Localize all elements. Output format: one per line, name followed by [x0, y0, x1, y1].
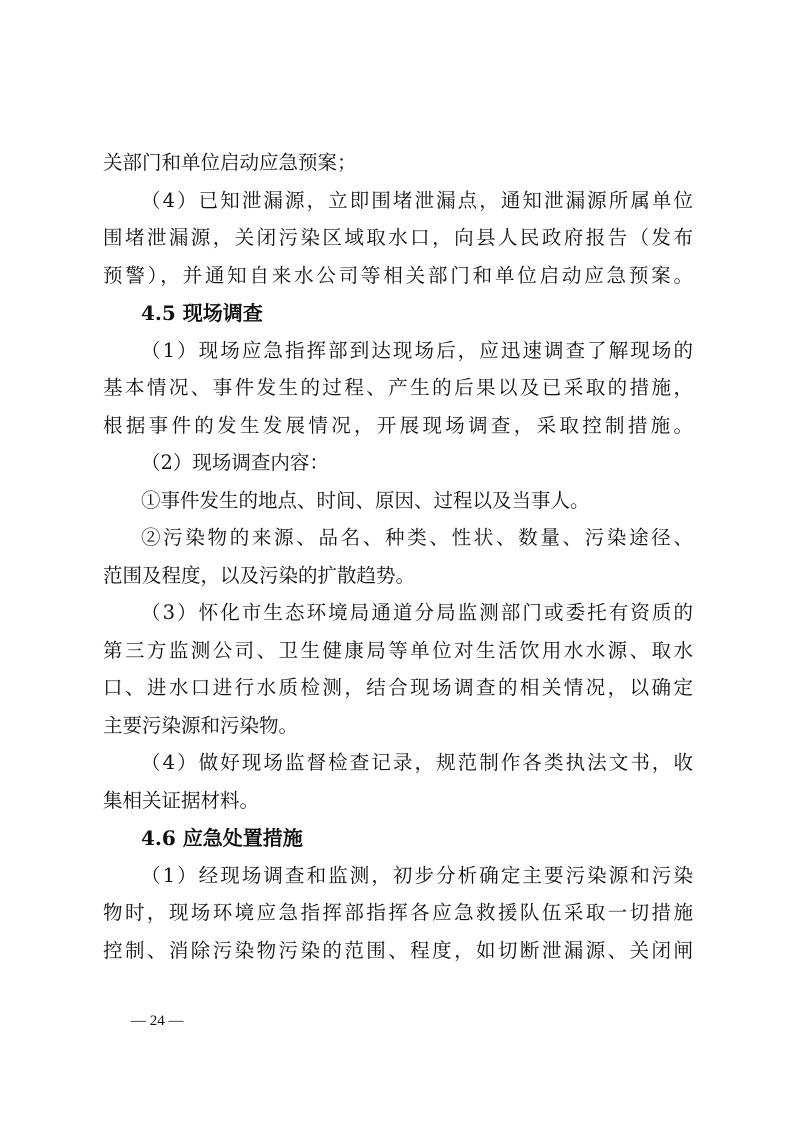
- text-line: 集相关证据材料。: [103, 789, 260, 812]
- text-line: ②污染物的来源、品名、种类、性状、数量、污染途径、: [141, 526, 693, 549]
- text-line: 口、进水口进行水质检测，结合现场调查的相关情况，以确定: [103, 676, 693, 699]
- section-heading: 4.5 现场调查: [141, 301, 263, 325]
- text-line: 预警），并通知自来水公司等相关部门和单位启动应急预案。: [103, 264, 693, 287]
- text-line: （1）现场应急指挥部到达现场后，应迅速调查了解现场的: [141, 339, 693, 362]
- page-number: — 24 —: [131, 1013, 184, 1029]
- text-line: ①事件发生的地点、时间、原因、过程以及当事人。: [141, 489, 590, 512]
- text-line: 围堵泄漏源，关闭污染区域取水口，向县人民政府报告（发布: [103, 226, 693, 249]
- text-line: 控制、消除污染物污染的范围、程度，如切断泄漏源、关闭闸: [103, 939, 693, 962]
- text-line: 范围及程度，以及污染的扩散趋势。: [103, 564, 416, 587]
- text-line: 第三方监测公司、卫生健康局等单位对生活饮用水水源、取水: [103, 639, 693, 662]
- text-line: 基本情况、事件发生的过程、产生的后果以及已采取的措施，: [103, 376, 693, 399]
- text-line: 主要污染源和污染物。: [103, 714, 299, 737]
- text-line: （3）怀化市生态环境局通道分局监测部门或委托有资质的: [141, 601, 693, 624]
- text-line: （4）做好现场监督检查记录，规范制作各类执法文书，收: [141, 751, 693, 774]
- text-line: 物时，现场环境应急指挥部指挥各应急救援队伍采取一切措施: [103, 901, 693, 924]
- section-heading: 4.6 应急处置措施: [141, 826, 303, 850]
- text-line: （1）经现场调查和监测，初步分析确定主要污染源和污染: [141, 864, 693, 887]
- text-line: 关部门和单位启动应急预案；: [103, 151, 357, 174]
- text-line: （4）已知泄漏源，立即围堵泄漏点，通知泄漏源所属单位: [141, 189, 693, 212]
- text-line: 根据事件的发生发展情况，开展现场调查，采取控制措施。: [103, 414, 693, 437]
- text-line: （2）现场调查内容：: [141, 451, 329, 474]
